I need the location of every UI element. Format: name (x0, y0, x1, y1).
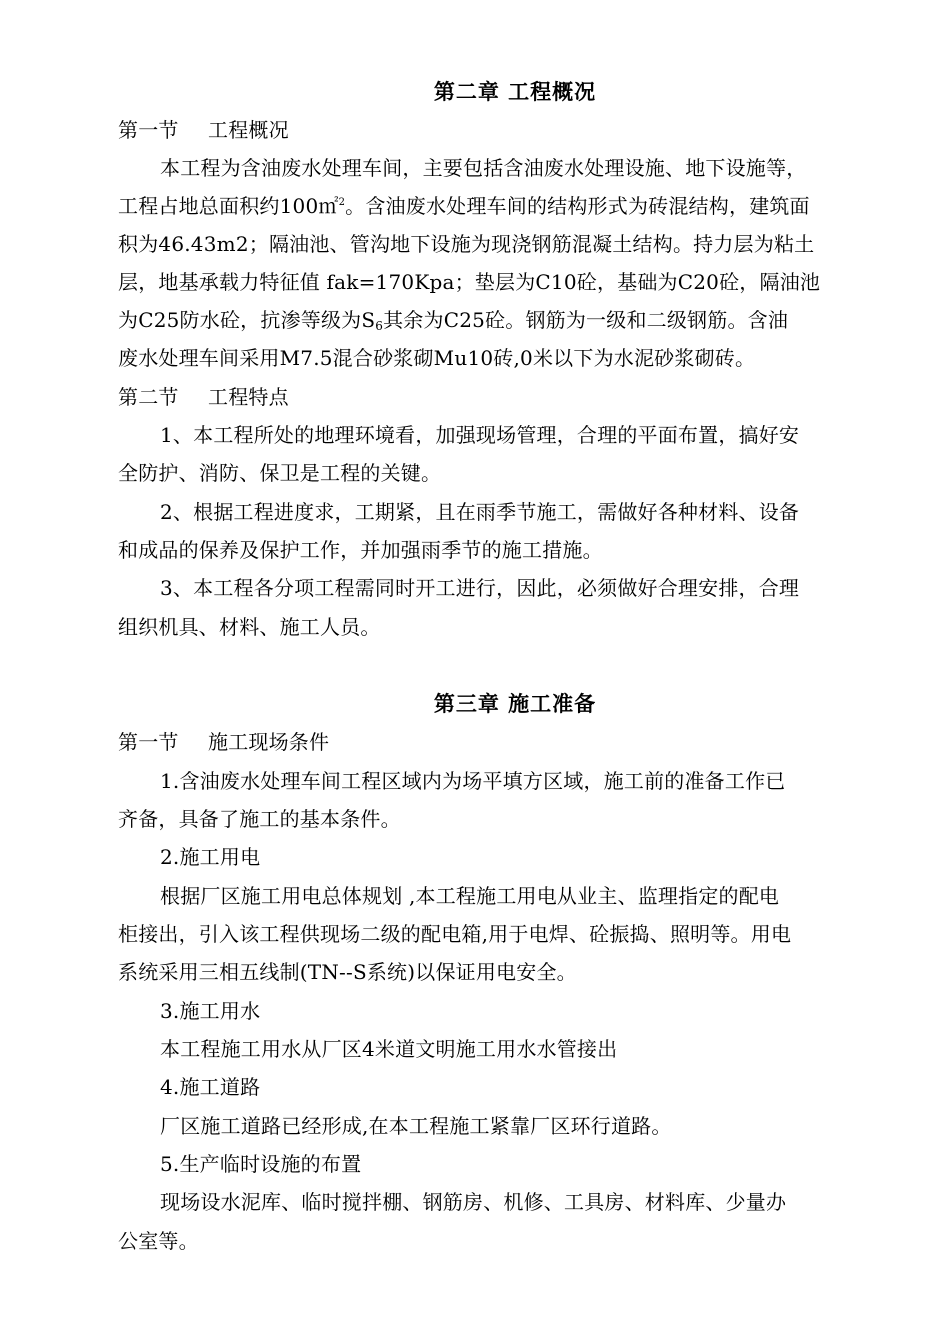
paragraph-line: 3.施工用水 (160, 999, 261, 1023)
section-number: 第一节 (118, 730, 179, 754)
paragraph-line: 本工程施工用水从厂区4米道文明施工用水水管接出 (160, 1037, 618, 1061)
section-title: 施工现场条件 (208, 730, 330, 754)
paragraph-line: 3、本工程各分项工程需同时开工进行，因此，必须做好合理安排，合理 (160, 576, 800, 600)
paragraph-line: 废水处理车间采用M7.5混合砂浆砌Mu10砖,0米以下为水泥砂浆砌砖。 (118, 346, 756, 370)
section-number: 第一节 (118, 118, 179, 142)
paragraph-line: 工程占地总面积约100㎡$^2$。含油废水处理车间的结构形式为砖混结构，建筑面 (118, 194, 810, 218)
section-title: 工程特点 (208, 385, 289, 409)
chapter-3-title: 第三章 施工准备 (433, 692, 597, 716)
paragraph-line: 1.含油废水处理车间工程区域内为场平填方区域，施工前的准备工作已 (160, 769, 786, 793)
paragraph-line: 现场设水泥库、临时搅拌棚、钢筋房、机修、工具房、材料库、少量办 (160, 1190, 787, 1214)
paragraph-line: 4.施工道路 (160, 1075, 261, 1099)
paragraph-line: 5.生产临时设施的布置 (160, 1152, 362, 1176)
section-heading (118, 382, 878, 412)
paragraph-line: 为C25防水砼，抗渗等级为$S_6$其余为C25砼。钢筋为一级和二级钢筋。含油 (118, 308, 789, 333)
section-heading (118, 115, 878, 145)
section-title: 工程概况 (208, 118, 289, 142)
paragraph-line: 厂区施工道路已经形成,在本工程施工紧靠厂区环行道路。 (160, 1114, 672, 1138)
section-heading (118, 727, 878, 757)
paragraph-line: 层，地基承载力特征值 fak=170Kpa；垫层为C10砼，基础为C20砼，隔油池 (118, 270, 821, 294)
paragraph-line: 组织机具、材料、施工人员。 (118, 615, 381, 639)
paragraph-line: 全防护、消防、保卫是工程的关键。 (118, 461, 442, 485)
paragraph-line: 积为46.43m2；隔油池、管沟地下设施为现浇钢筋混凝土结构。持力层为粘土 (118, 232, 815, 256)
paragraph-line: 根据厂区施工用电总体规划 ,本工程施工用电从业主、监理指定的配电 (160, 884, 780, 908)
paragraph-line: 柜接出，引入该工程供现场二级的配电箱,用于电焊、砼振捣、照明等。用电 (118, 922, 792, 946)
paragraph-line: 齐备，具备了施工的基本条件。 (118, 807, 401, 831)
paragraph-line: 系统采用三相五线制(TN--S系统)以保证用电安全。 (118, 960, 577, 984)
paragraph-line: 2.施工用电 (160, 845, 261, 869)
paragraph-line: 公室等。 (118, 1229, 199, 1253)
chapter-2-title: 第二章 工程概况 (433, 80, 597, 104)
section-number: 第二节 (118, 385, 179, 409)
paragraph-line: 1、本工程所处的地理环境看，加强现场管理，合理的平面布置，搞好安 (160, 423, 800, 447)
paragraph-line: 和成品的保养及保护工作，并加强雨季节的施工措施。 (118, 538, 603, 562)
paragraph-line: 2、根据工程进度求，工期紧，且在雨季节施工，需做好各种材料、设备 (160, 500, 800, 524)
paragraph-line: 本工程为含油废水处理车间，主要包括含油废水处理设施、地下设施等， (160, 156, 807, 180)
